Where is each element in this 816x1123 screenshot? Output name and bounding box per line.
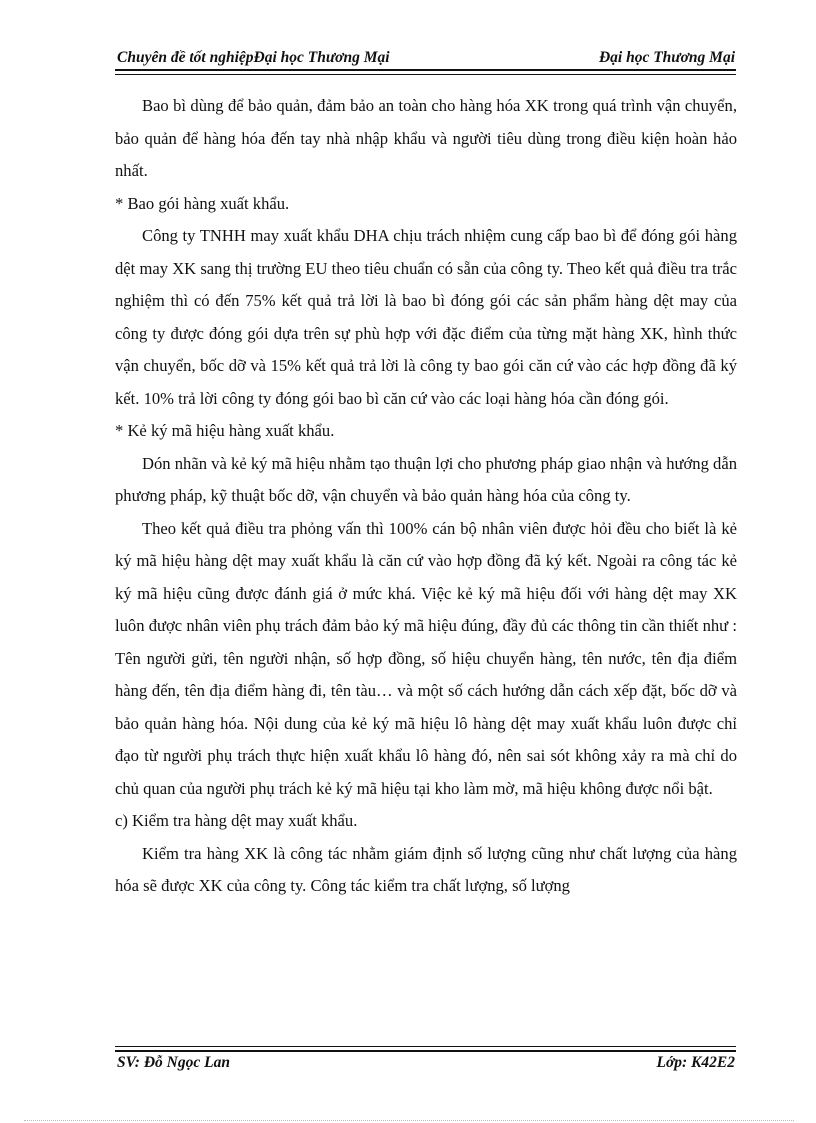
- page-footer: [115, 1052, 735, 1074]
- footer-rule-thin: [115, 1046, 736, 1047]
- paragraph-marking-survey: Theo kết quả điều tra phỏng vấn thì 100% cán bộ nhân viên được hỏi đều cho biết là kẻ ký mã hiệu hàng dệt may xuất khẩu là căn cứ vào hợp đồng đã ký kết. Ngoài ra công tác kẻ ký mã hiệu cũng được đánh giá ở mức khá. Việc kẻ ký mã hiệu đối với hàng dệt may XK luôn được nhân viên phụ trách đảm bảo ký mã hiệu đúng, đầy đủ các thông tin cần thiết như : Tên người gửi, tên người nhận, số hợp đồng, số hiệu chuyển hàng, tên nước, tên địa điểm hàng đến, tên địa điểm hàng đi, tên tàu… và một số cách hướng dẫn cách xếp đặt, bốc dỡ và bảo quản hàng hóa. Nội dung của kẻ ký mã hiệu lô hàng dệt may xuất khẩu luôn được chỉ đạo từ người phụ trách thực hiện xuất khẩu lô hàng đó, nên sai sót không xảy ra mà chỉ do chủ quan của người phụ trách kẻ ký mã hiệu tại kho làm mờ, mã hiệu không được nổi bật.: [115, 518, 737, 798]
- document-body: [115, 90, 737, 903]
- footer-class: Lớp: K42E2: [656, 1054, 735, 1071]
- footer-student-name: SV: Đỗ Ngọc Lan: [117, 1054, 230, 1071]
- paragraph-packing-survey: Công ty TNHH may xuất khẩu DHA chịu trách nhiệm cung cấp bao bì để đóng gói hàng dệt may XK sang thị trường EU theo tiêu chuẩn có sẵn của công ty. Theo kết quả điều tra trắc nghiệm thì có đến 75% kết quả trả lời là bao bì đóng gói các sản phẩm hàng dệt may của công ty được đóng gói dựa trên sự phù hợp với đặc điểm của từng mặt hàng XK, hình thức vận chuyển, bốc dỡ và 15% kết quả trả lời là công ty bao gói căn cứ vào các hợp đồng đã ký kết. 10% trả lời công ty đóng gói bao bì căn cứ vào các loại hàng hóa cần đóng gói.: [115, 226, 737, 408]
- header-rule-thin: [115, 74, 736, 75]
- heading-export-packing: * Bao gói hàng xuất khẩu.: [115, 193, 290, 213]
- paragraph-labeling-purpose: Dón nhãn và kẻ ký mã hiệu nhằm tạo thuận lợi cho phương pháp giao nhận và hướng dẫn phương pháp, kỹ thuật bốc dỡ, vận chuyển và bảo quản hàng hóa của công ty.: [115, 453, 737, 505]
- header-rule-thick: [115, 69, 736, 71]
- page-header: [115, 47, 735, 69]
- paragraph-inspection: Kiểm tra hàng XK là công tác nhằm giám định số lượng cũng như chất lượng của hàng hóa sẽ được XK của công ty. Công tác kiểm tra chất lượng, số lượng: [115, 843, 737, 895]
- header-university: Đại học Thương Mại: [598, 49, 735, 66]
- heading-shipping-marks: * Kẻ ký mã hiệu hàng xuất khẩu.: [115, 421, 335, 440]
- header-document-title: Chuyên đề tốt nghiệpĐại học Thương Mại: [117, 49, 390, 66]
- heading-inspection: c) Kiểm tra hàng dệt may xuất khẩu.: [115, 811, 358, 830]
- paragraph-packaging-purpose: Bao bì dùng để bảo quản, đảm bảo an toàn cho hàng hóa XK trong quá trình vận chuyển, bảo quản để hàng hóa đến tay nhà nhập khẩu và người tiêu dùng trong điều kiện hoàn hảo nhất.: [115, 96, 737, 180]
- page-edge-divider: [24, 1120, 794, 1121]
